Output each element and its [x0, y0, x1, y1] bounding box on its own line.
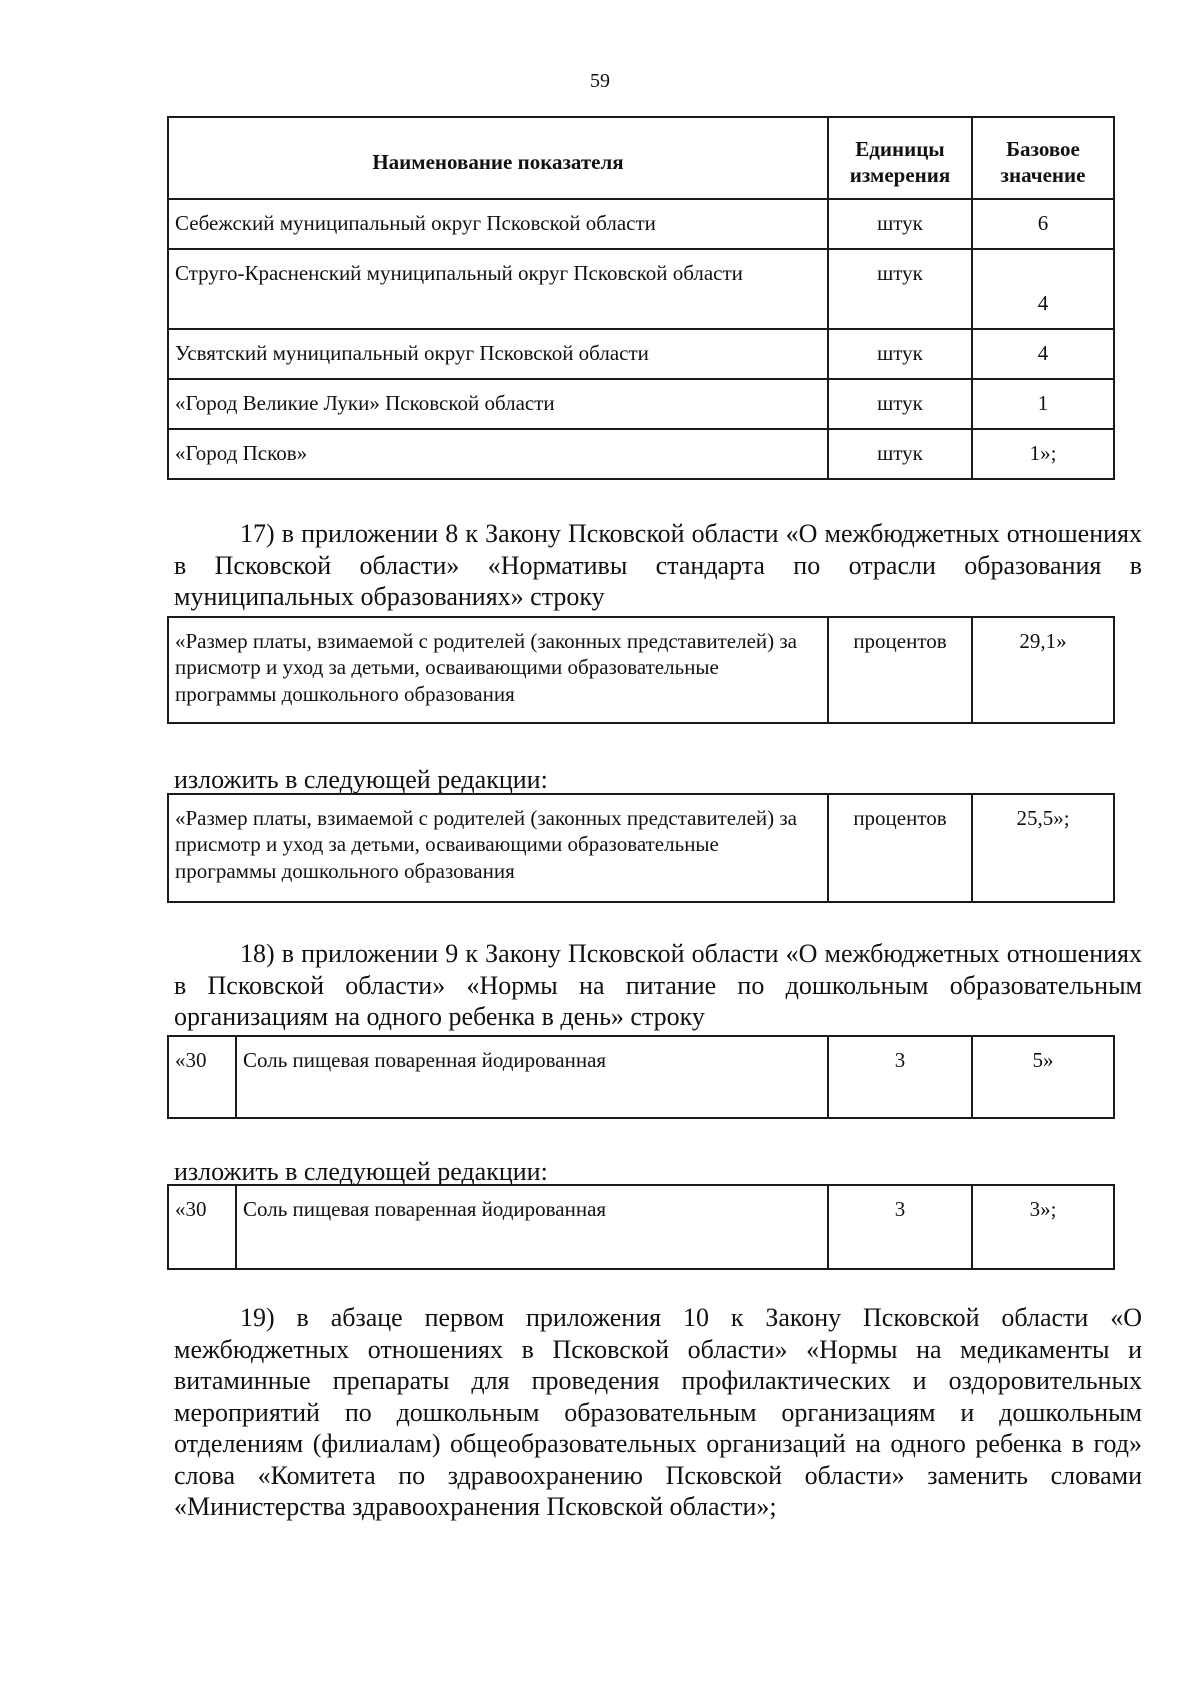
item-17-new-row-table [167, 793, 1115, 903]
table-row [168, 379, 1114, 429]
row-value: 1»; [972, 429, 1114, 479]
row-unit: штук [828, 329, 972, 379]
header-indicator-name: Наименование показателя [168, 117, 828, 199]
row-value: 25,5»; [972, 794, 1114, 902]
item-19-text: 19) в абзаце первом приложения 10 к Закону Псковской области «О межбюджетных отношениях в Псковской области» «Нормы на медикаменты и витаминные препараты для проведения профилактических и оздоровительных мероприятий по дошкольным образовательным организациям и дошкольным отделениям (филиалам) общеобразовательных организаций на одного ребенка в год» слова «Комитета по здравоохранению Псковской области» заменить словами «Министерства здравоохранения Псковской области»; [174, 1303, 1142, 1521]
row-value: 4 [972, 329, 1114, 379]
table-row [168, 429, 1114, 479]
table-row [168, 794, 1114, 902]
row-name: Себежский муниципальный округ Псковской области [168, 199, 828, 249]
table-row [168, 199, 1114, 249]
table-row [168, 249, 1114, 329]
table-row [168, 329, 1114, 379]
table-row [168, 617, 1114, 723]
row-unit: процентов [828, 617, 972, 723]
item-18-paragraph [174, 938, 1142, 1033]
item-18-text: 18) в приложении 9 к Закону Псковской области «О межбюджетных отношениях в Псковской области» «Нормы на питание по дошкольным образовательным организациям на одного ребенка в день» строку [174, 939, 1142, 1031]
row-value: 29,1» [972, 617, 1114, 723]
row-unit: 3 [828, 1036, 972, 1118]
item-19-paragraph [174, 1302, 1142, 1523]
row-unit: 3 [828, 1185, 972, 1269]
row-value: 5» [972, 1036, 1114, 1118]
item-18-old-row-table [167, 1035, 1115, 1119]
indicator-table [167, 116, 1115, 480]
header-units: Единицы измерения [828, 117, 972, 199]
row-unit: штук [828, 249, 972, 329]
table-row [168, 1185, 1114, 1269]
row-number: «30 [168, 1185, 236, 1269]
row-value: 6 [972, 199, 1114, 249]
row-name: «Город Великие Луки» Псковской области [168, 379, 828, 429]
item-17-replace-text: изложить в следующей редакции: [174, 765, 548, 794]
row-unit: процентов [828, 794, 972, 902]
item-18-replace-text: изложить в следующей редакции: [174, 1157, 548, 1186]
table-row [168, 1036, 1114, 1118]
header-base-value: Базовое значение [972, 117, 1114, 199]
page-number: 59 [590, 70, 610, 92]
row-name: Усвятский муниципальный округ Псковской области [168, 329, 828, 379]
item-18-new-row-table [167, 1184, 1115, 1270]
row-value: 3»; [972, 1185, 1114, 1269]
row-name: Соль пищевая поваренная йодированная [236, 1036, 828, 1118]
row-name: «Город Псков» [168, 429, 828, 479]
row-unit: штук [828, 379, 972, 429]
row-unit: штук [828, 199, 972, 249]
row-number: «30 [168, 1036, 236, 1118]
row-name: «Размер платы, взимаемой с родителей (законных представителей) за присмотр и уход за детьми, осваивающими образовательные программы дошкольного образования [168, 617, 828, 723]
item-17-text: 17) в приложении 8 к Закону Псковской области «О межбюджетных отношениях в Псковской области» «Нормативы стандарта по отрасли образования в муниципальных образованиях» строку [174, 519, 1142, 611]
item-17-paragraph [174, 518, 1142, 613]
row-name: Соль пищевая поваренная йодированная [236, 1185, 828, 1269]
row-unit: штук [828, 429, 972, 479]
row-name: Струго-Красненский муниципальный округ Псковской области [168, 249, 828, 329]
item-17-old-row-table [167, 616, 1115, 724]
row-value: 4 [972, 249, 1114, 329]
row-value: 1 [972, 379, 1114, 429]
row-name: «Размер платы, взимаемой с родителей (законных представителей) за присмотр и уход за детьми, осваивающими образовательные программы дошкольного образования [168, 794, 828, 902]
